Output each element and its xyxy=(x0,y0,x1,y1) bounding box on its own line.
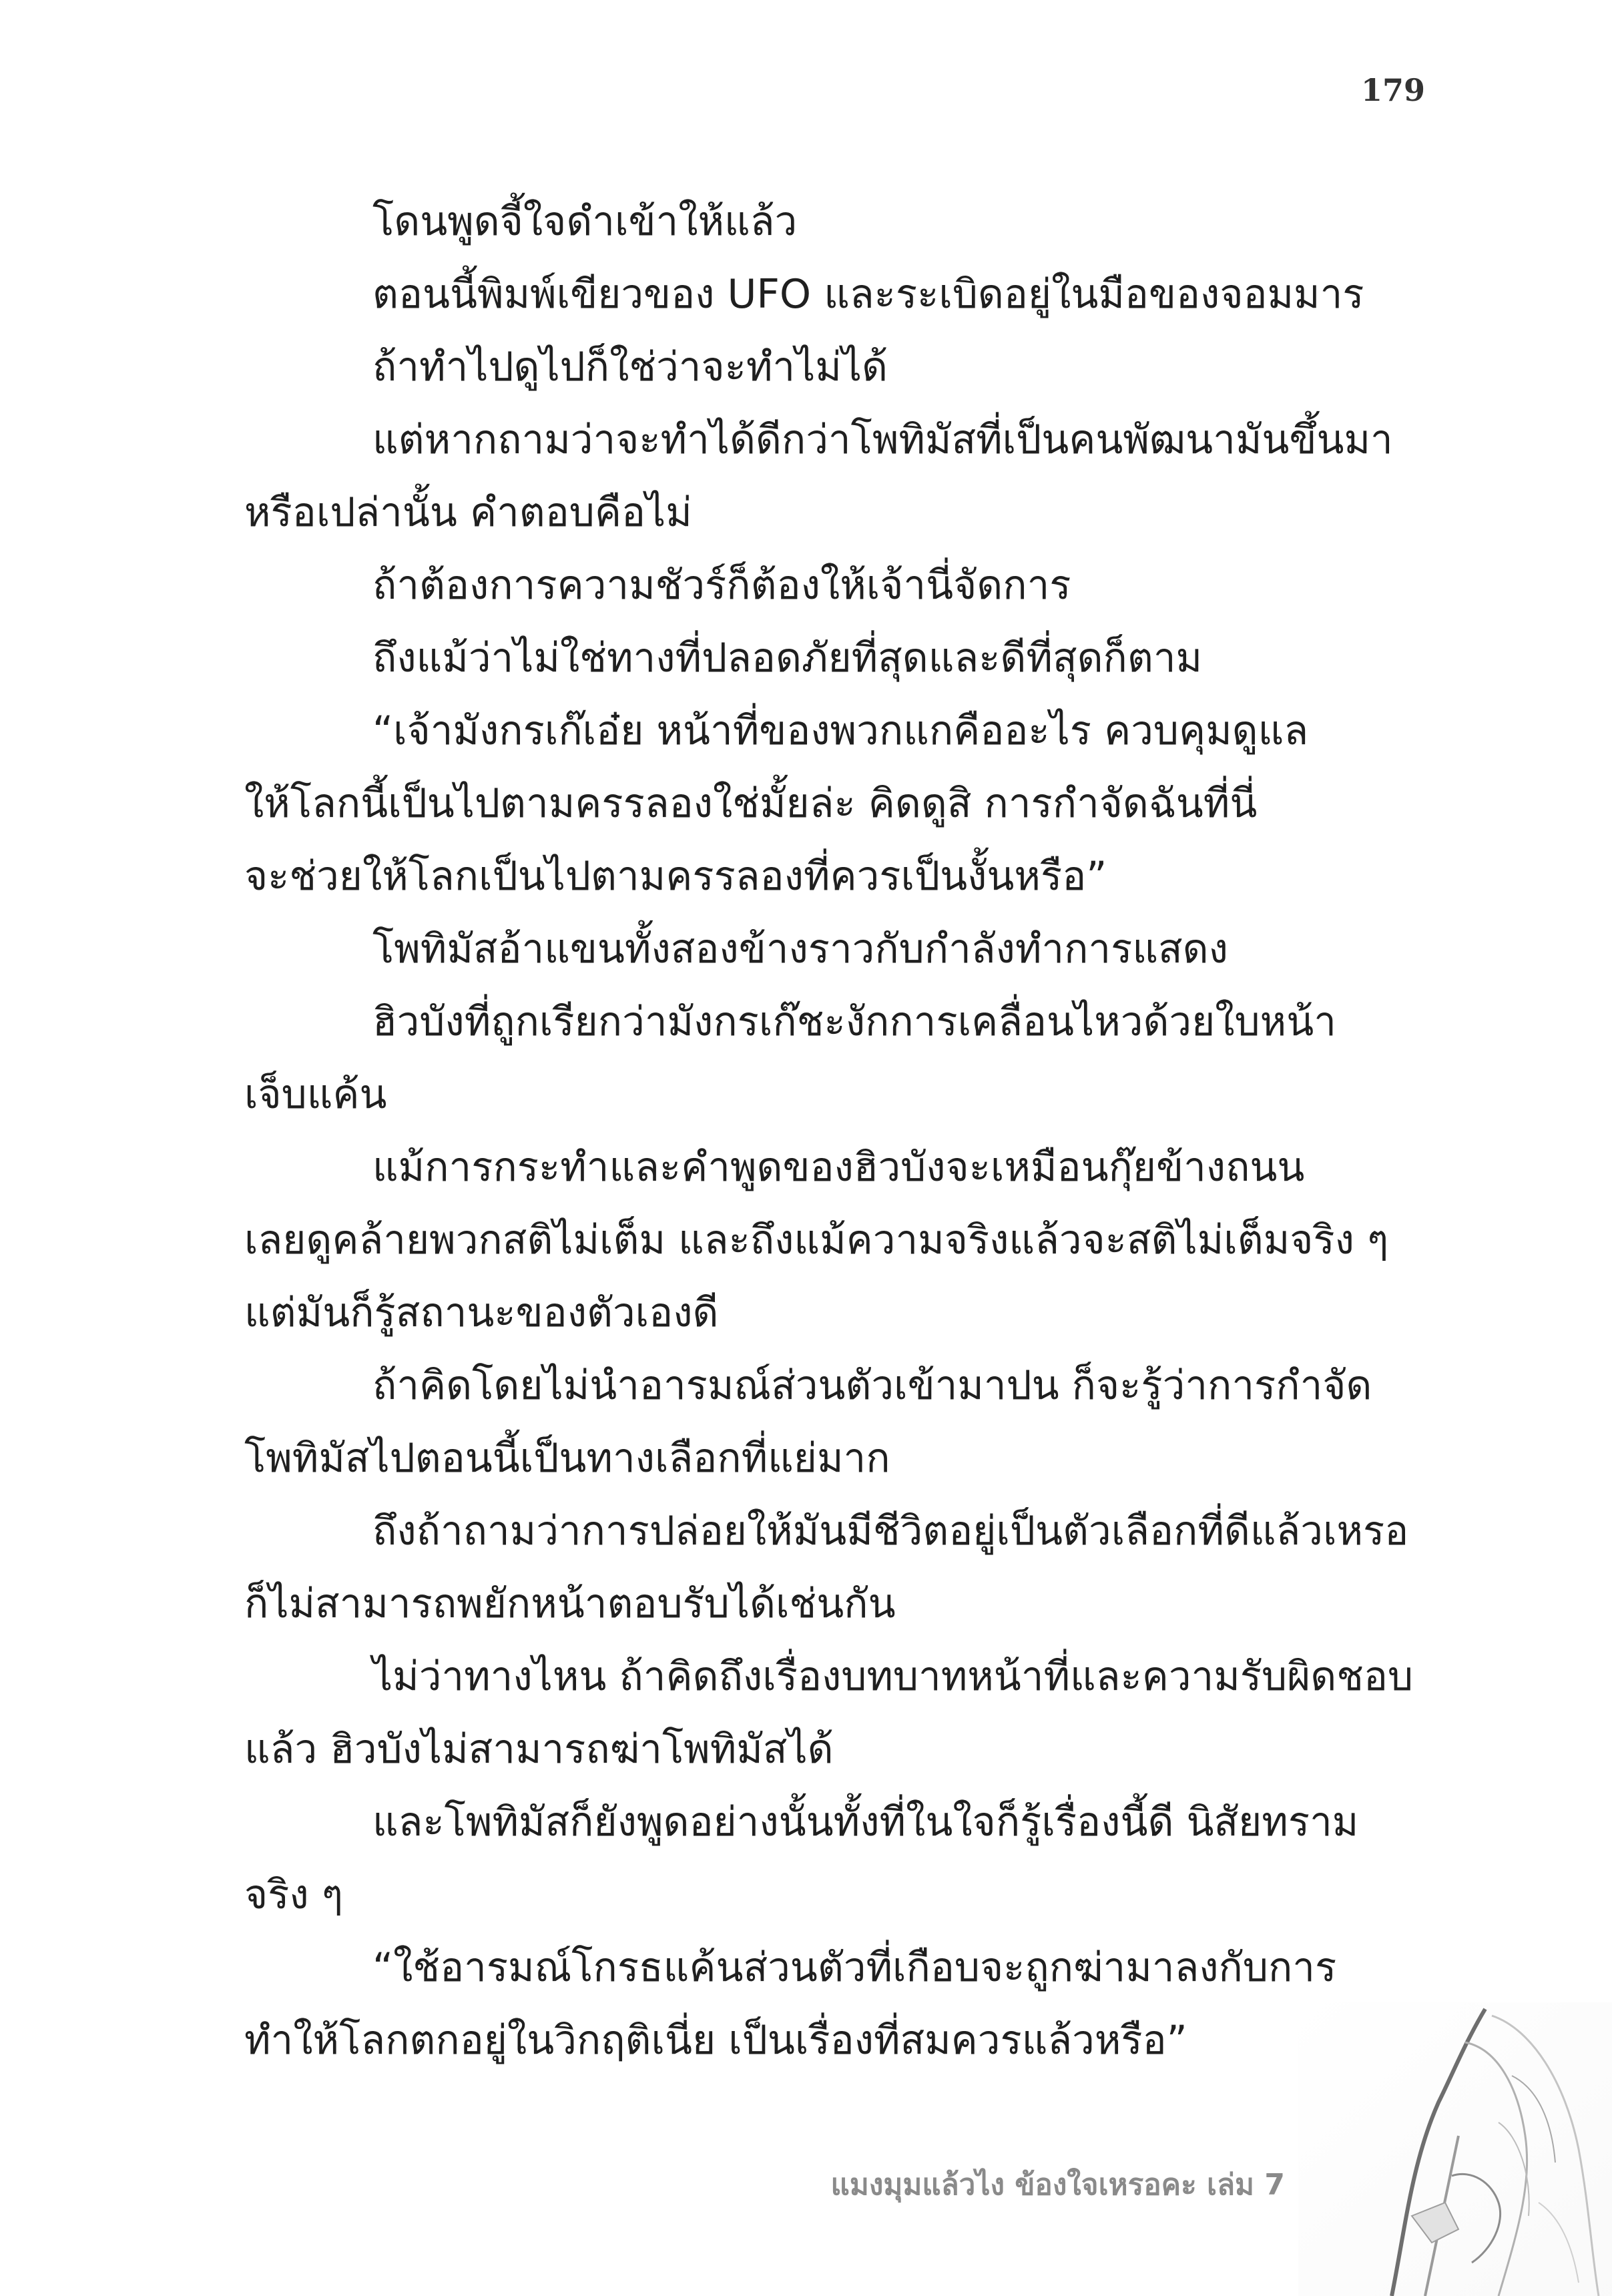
text-line: ถึงถ้าถามว่าการปล่อยให้มันมีชีวิตอยู่เป็นตัวเลือกที่ดีแล้วเหรอ xyxy=(372,1508,1409,1554)
text-line: หรือเปล่านั้น คำตอบคือไม่ xyxy=(244,489,692,536)
text-line: ถ้าคิดโดยไม่นำอารมณ์ส่วนตัวเข้ามาปน ก็จะรู้ว่าการกำจัด xyxy=(372,1362,1372,1409)
text-line: ตอนนี้พิมพ์เขียวของ UFO และระเบิดอยู่ในมือของจอมมาร xyxy=(372,271,1364,318)
page-number: 179 xyxy=(1360,72,1425,108)
text-line: จริง ๆ xyxy=(244,1872,343,1918)
text-line: แม้การกระทำและคำพูดของฮิวบังจะเหมือนกุ๊ยข้างถนน xyxy=(372,1144,1305,1191)
text-line: โดนพูดจี้ใจดำเข้าให้แล้ว xyxy=(372,198,798,245)
footer-book-title: แมงมุมแล้วไง ข้องใจเหรอคะ เล่ม 7 xyxy=(830,2168,1285,2202)
text-line: ทำให้โลกตกอยู่ในวิกฤติเนี่ย เป็นเรื่องที่สมควรแล้วหรือ” xyxy=(244,2017,1187,2064)
text-line: ถ้าต้องการความชัวร์ก็ต้องให้เจ้านี่จัดการ xyxy=(372,562,1071,609)
text-line: ไม่ว่าทางไหน ถ้าคิดถึงเรื่องบทบาทหน้าที่และความรับผิดชอบ xyxy=(372,1653,1414,1700)
text-line: “ใช้อารมณ์โกรธแค้นส่วนตัวที่เกือบจะถูกฆ่ามาลงกับการ xyxy=(372,1944,1337,1991)
text-line: เจ็บแค้น xyxy=(244,1071,387,1118)
body-text xyxy=(244,186,1419,2077)
text-line: ถ้าทำไปดูไปก็ใช่ว่าจะทำไม่ได้ xyxy=(372,344,888,390)
text-line: จะช่วยให้โลกเป็นไปตามครรลองที่ควรเป็นงั้นหรือ” xyxy=(244,853,1107,900)
text-line: ฮิวบังที่ถูกเรียกว่ามังกรเก๊ชะงักการเคลื่อนไหวด้วยใบหน้า xyxy=(372,998,1336,1045)
text-line: โพทิมัสอ้าแขนทั้งสองข้างราวกับกำลังทำการแสดง xyxy=(372,926,1228,972)
text-line: แล้ว ฮิวบังไม่สามารถฆ่าโพทิมัสได้ xyxy=(244,1726,834,1773)
text-line: และโพทิมัสก็ยังพูดอย่างนั้นทั้งที่ในใจก็รู้เรื่องนี้ดี นิสัยทราม xyxy=(372,1799,1359,1845)
text-line: แต่มันก็รู้สถานะของตัวเองดี xyxy=(244,1289,719,1336)
text-line: แต่หากถามว่าจะทำได้ดีกว่าโพทิมัสที่เป็นคนพัฒนามันขึ้นมา xyxy=(372,416,1393,463)
text-line: โพทิมัสไปตอนนี้เป็นทางเลือกที่แย่มาก xyxy=(244,1435,890,1482)
text-line: ถึงแม้ว่าไม่ใช่ทางที่ปลอดภัยที่สุดและดีที่สุดก็ตาม xyxy=(372,635,1203,681)
text-line: ก็ไม่สามารถพยักหน้าตอบรับได้เช่นกัน xyxy=(244,1581,896,1627)
text-line: “เจ้ามังกรเก๊เอ๋ย หน้าที่ของพวกแกคืออะไร ควบคุมดูแล xyxy=(372,707,1309,754)
character-illustration xyxy=(1298,2002,1612,2296)
text-line: ให้โลกนี้เป็นไปตามครรลองใช่มั้ยล่ะ คิดดูสิ การกำจัดฉันที่นี่ xyxy=(244,780,1258,827)
text-line: เลยดูคล้ายพวกสติไม่เต็ม และถึงแม้ความจริงแล้วจะสติไม่เต็มจริง ๆ xyxy=(244,1217,1389,1263)
